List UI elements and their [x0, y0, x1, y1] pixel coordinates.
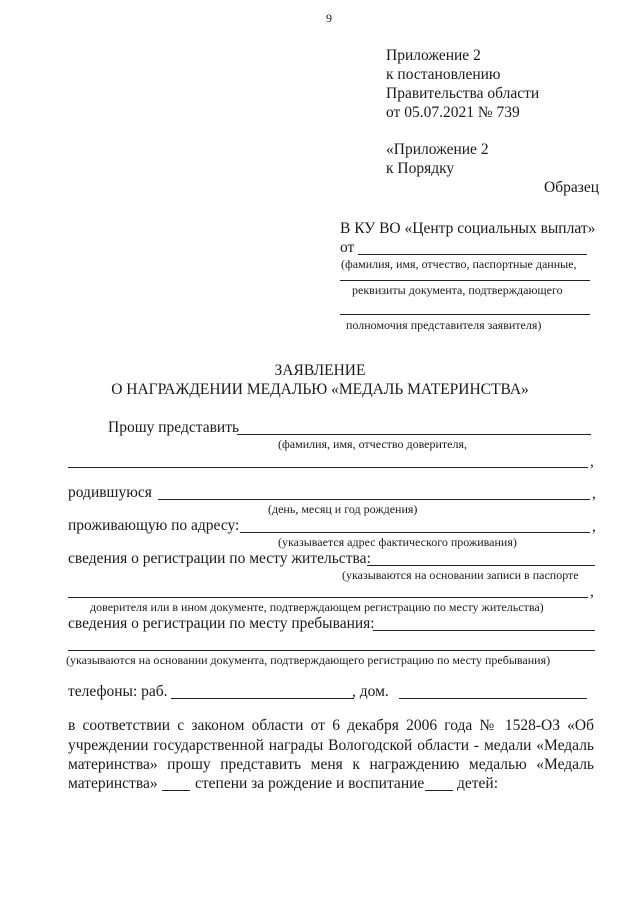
page-number: 9 [326, 11, 332, 25]
comma-2: , [592, 485, 596, 502]
request-label: Прошу представить [108, 419, 240, 436]
home-phone-line [399, 698, 587, 699]
principal-name-line-2 [68, 467, 588, 468]
degree-blank-line [162, 790, 190, 791]
principal-name-line [237, 434, 591, 435]
addressee-hint-2: реквизиты документа, подтверждающего [352, 283, 563, 297]
reg-stay-line-2 [68, 650, 595, 651]
body-line-1: в соответствии с законом области от 6 декабря 2006 года № 1528-ОЗ «Об [68, 717, 594, 734]
address-hint: (указывается адрес фактического проживания) [278, 535, 517, 549]
addressee-to: В КУ ВО «Центр социальных выплат» [340, 220, 596, 237]
children-count-line [425, 790, 453, 791]
reg-stay-label: сведения о регистрации по месту пребывания: [68, 615, 375, 632]
applicant-name-line [358, 254, 587, 255]
reg-residence-line-2 [68, 597, 588, 598]
body-line-2: учреждении государственной награды Вологодской области - медали «Медаль [68, 737, 594, 754]
document-subtitle: О НАГРАЖДЕНИИ МЕДАЛЬЮ «МЕДАЛЬ МАТЕРИНСТВА» [111, 381, 529, 398]
document-title: ЗАЯВЛЕНИЕ [274, 362, 366, 379]
reg-residence-hint-2: доверителя или в ином документе, подтверждающем регистрацию по месту жительства) [90, 600, 544, 614]
addressee-hint-1: (фамилия, имя, отчество, паспортные данные, [341, 257, 577, 271]
reg-stay-line [373, 630, 595, 631]
addressee-from-label: от [340, 239, 355, 256]
home-phone-label: , дом. [352, 683, 389, 700]
applicant-details-line [340, 280, 590, 281]
body-line-4-middle: степени за рождение и воспитание [195, 775, 425, 792]
appendix2-label: «Приложение 2 [386, 141, 489, 158]
reg-stay-hint: (указываются на основании документа, подтверждающего регистрацию по месту пребывания) [66, 653, 551, 667]
resolution-label: к постановлению [386, 66, 501, 83]
body-line-4-end: детей: [457, 775, 499, 792]
date-number-label: от 05.07.2021 № 739 [386, 104, 520, 121]
government-label: Правительства области [386, 85, 540, 102]
address-line [240, 532, 590, 533]
body-line-3: материнства» прошу представить меня к награждению медалью «Медаль [68, 756, 594, 773]
body-line-4-start: материнства» [68, 775, 158, 792]
work-phone-line [171, 698, 354, 699]
representative-line [340, 314, 590, 315]
birth-date-line [158, 499, 590, 500]
birth-date-hint: (день, месяц и год рождения) [268, 502, 418, 516]
comma-3: , [592, 518, 596, 535]
principal-name-hint: (фамилия, имя, отчество доверителя, [278, 437, 468, 451]
reg-residence-line [367, 565, 595, 566]
born-label: родившуюся [68, 484, 152, 501]
comma-1: , [590, 453, 594, 470]
addressee-hint-3: полномочия представителя заявителя) [346, 318, 542, 332]
comma-4: , [590, 583, 594, 600]
reg-residence-hint-1: (указываются на основании записи в паспорте [342, 568, 579, 582]
address-label: проживающую по адресу: [68, 517, 240, 534]
order-label: к Порядку [386, 160, 455, 177]
phones-label: телефоны: раб. [68, 683, 168, 700]
reg-residence-label: сведения о регистрации по месту жительства: [68, 550, 371, 567]
sample-label: Образец [544, 179, 600, 196]
appendix-label: Приложение 2 [386, 47, 481, 64]
